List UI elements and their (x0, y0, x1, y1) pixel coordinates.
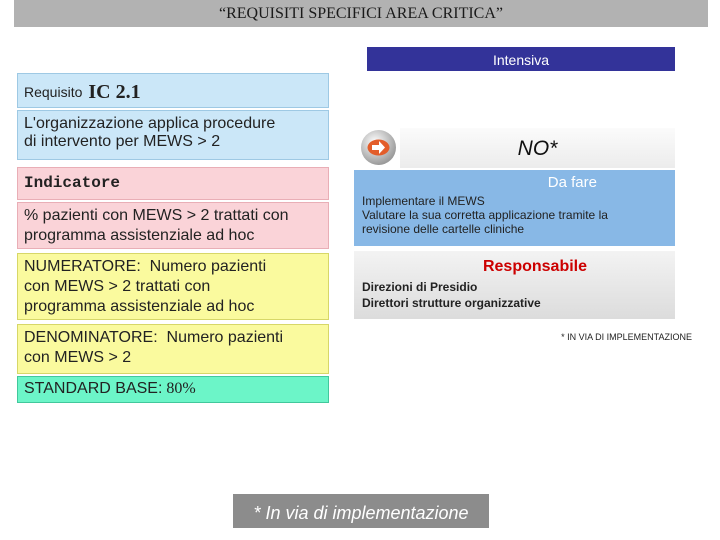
denominatore-box: DENOMINATORE: Numero pazienti con MEWS > 2 (17, 324, 329, 374)
unit-label-intensiva: Intensiva (367, 47, 675, 71)
indicatore-line: programma assistenziale ad hoc (24, 227, 255, 244)
slide-title: “REQUISITI SPECIFICI AREA CRITICA” (14, 0, 708, 27)
responsabile-box (354, 251, 675, 319)
numeratore-label: NUMERATORE (24, 258, 137, 275)
indicatore-header: Indicatore (17, 167, 329, 200)
indicatore-description (17, 202, 329, 249)
da-fare-line: Implementare il MEWS (362, 194, 485, 208)
requisito-label: Requisito (24, 84, 83, 100)
da-fare-line: Valutare la sua corretta applicazione tramite la (362, 208, 608, 222)
footer-note: * In via di implementazione (233, 494, 489, 528)
numeratore-line: programma assistenziale ad hoc (24, 298, 255, 315)
numeratore-line: Numero pazienti (149, 258, 267, 275)
numeratore-line: con MEWS > 2 trattati con (24, 278, 211, 295)
requisito-code: IC 2.1 (88, 81, 141, 103)
responsabile-line: Direttori strutture organizzative (362, 296, 541, 310)
status-answer: NO* (400, 128, 675, 168)
da-fare-title: Da fare (547, 174, 597, 191)
denominatore-line: Numero pazienti (166, 329, 284, 346)
requisito-header (17, 73, 329, 108)
requirement-line: L'organizzazione applica procedure (24, 115, 276, 132)
da-fare-line: revisione delle cartelle cliniche (362, 222, 525, 236)
responsabile-title: Responsabile (482, 258, 587, 275)
arrow-right-icon (360, 129, 397, 166)
standard-value: 80% (166, 380, 196, 397)
numeratore-box: NUMERATORE: Numero pazienti con MEWS > 2 trattati con programma assistenziale ad hoc (17, 253, 329, 320)
standard-base-box: STANDARD BASE: 80% (17, 376, 329, 403)
indicatore-line: % pazienti con MEWS > 2 trattati con (24, 207, 289, 224)
da-fare-box (354, 170, 675, 246)
implementation-note: * IN VIA DI IMPLEMENTAZIONE (561, 332, 692, 342)
requirement-description (17, 110, 329, 160)
denominatore-label: DENOMINATORE (24, 329, 154, 346)
responsabile-line: Direzioni di Presidio (362, 280, 478, 294)
standard-label: STANDARD BASE (24, 380, 158, 397)
denominatore-line: con MEWS > 2 (24, 349, 132, 366)
requirement-line: di intervento per MEWS > 2 (24, 133, 221, 150)
